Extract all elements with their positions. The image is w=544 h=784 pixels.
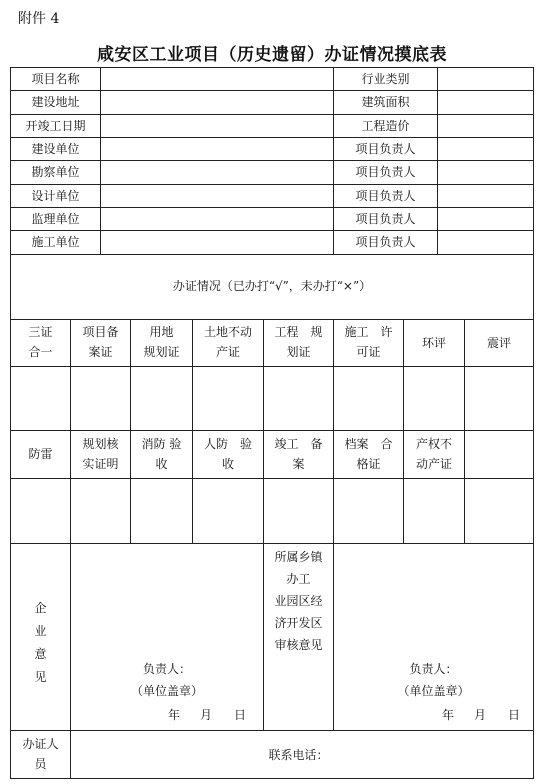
label-project-leader: 项目负责人 [355,212,416,226]
label-project-leader: 项目负责人 [355,165,416,179]
label-industry-category: 行业类别 [361,72,410,86]
right-date-day: 日 [507,708,520,722]
row-line [10,254,534,255]
row-line [10,543,534,544]
right-responsible: 负责人： [409,662,458,676]
attachment-number: 附件 4 [18,11,60,27]
permit-property-certificate: 产权不 动产证 [415,437,452,471]
permit-lightning: 防雷 [28,447,53,461]
table-border-right [533,67,534,779]
company-opinion-label: 企 业 意 见 [34,601,47,684]
left-date-year: 年 [167,708,180,722]
right-seal: （单位盖章） [397,684,470,698]
permit-project-planning: 工程 规 划证 [274,325,323,359]
label-project-leader: 项目负责人 [355,189,416,203]
label-builder-unit: 施工单位 [31,235,80,249]
table-border-bottom [10,778,534,779]
row-line [10,319,534,320]
permit-construction-license: 施工 许 可证 [344,325,393,359]
label-design-unit: 设计单位 [31,189,80,203]
permit-land-planning: 用地 规划证 [143,325,180,359]
permit-completion-filing: 竣工 备 案 [274,437,323,471]
left-seal: （单位盖章） [130,684,203,698]
permit-archive-certificate: 档案 合 格证 [344,437,393,471]
permit-three-in-one: 三证 合一 [28,325,53,359]
permit-planning-verification: 规划核 实证明 [82,437,119,471]
right-date-year: 年 [441,708,454,722]
left-responsible: 负责人： [142,662,191,676]
row-line [10,478,534,479]
label-construction-unit: 建设单位 [31,142,80,156]
label-project-leader: 项目负责人 [355,142,416,156]
label-start-end-date: 开竣工日期 [25,119,86,133]
label-project-leader: 项目负责人 [355,235,416,249]
label-survey-unit: 勘察单位 [31,165,80,179]
label-project-name: 项目名称 [31,72,80,86]
left-date-month: 月 [199,708,212,722]
col-line [100,67,101,254]
row-line [10,430,534,431]
permit-civil-defense: 人防 验 收 [203,437,252,471]
right-date-month: 月 [473,708,486,722]
col-line [437,67,438,254]
contact-phone-label: 联系电话： [268,748,329,762]
permit-project-filing: 项目备 案证 [82,325,119,359]
permit-status-heading: 办证情况（已办打“√”，未办打“×”） [172,279,372,293]
row-line [10,730,534,731]
page-title: 咸安区工业项目（历史遗留）办证情况摸底表 [97,45,447,65]
label-supervision-unit: 监理单位 [31,212,80,226]
township-opinion-label: 所属乡镇 办工 业园区经 济开发区 审核意见 [274,550,323,652]
label-floor-area: 建筑面积 [361,95,410,109]
label-build-address: 建设地址 [31,95,80,109]
permit-seismic: 震评 [486,336,511,350]
row-line [10,366,534,367]
handler-label: 办证人 员 [22,737,59,771]
label-project-cost: 工程造价 [361,119,410,133]
left-date-day: 日 [233,708,246,722]
permit-environmental: 环评 [421,336,446,350]
permit-land-property: 土地不动 产证 [203,325,252,359]
permit-fire-acceptance: 消防 验 收 [141,437,182,471]
